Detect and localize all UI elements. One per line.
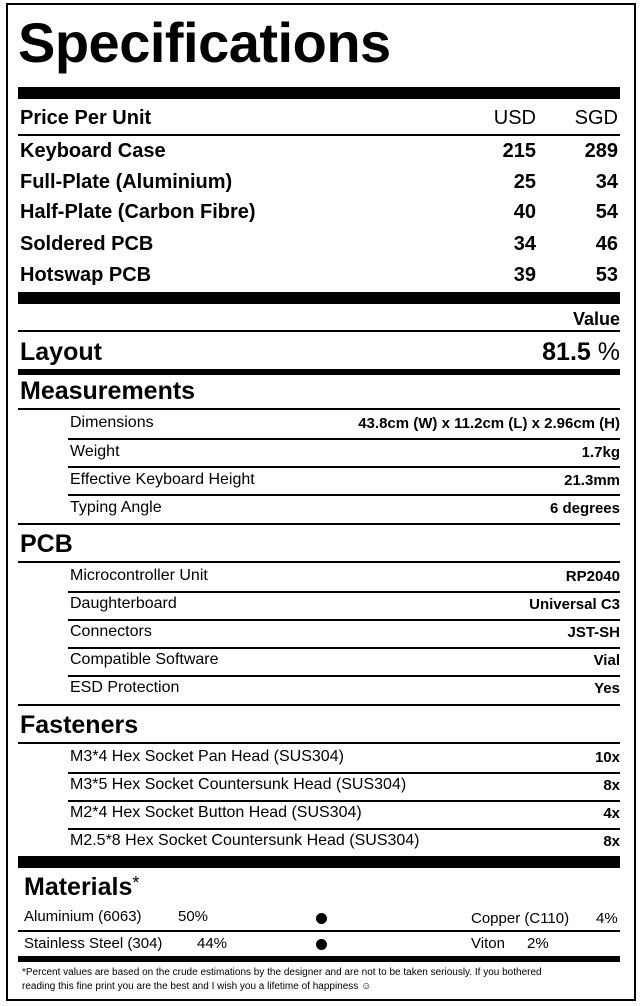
- price-label: Hotswap PCB: [20, 264, 152, 286]
- spec-label: M2.5*8 Hex Socket Countersunk Head (SUS304): [70, 832, 420, 849]
- material-percent: 50%: [178, 908, 209, 925]
- price-label: Soldered PCB: [20, 233, 154, 255]
- spec-value: 21.3mm: [564, 472, 620, 489]
- spec-row: [70, 801, 620, 827]
- spec-value: 4x: [603, 805, 620, 822]
- spec-label: Effective Keyboard Height: [70, 471, 255, 488]
- price-row: [20, 168, 620, 198]
- price-sgd: 54: [595, 201, 618, 223]
- layout-percent: 81.5: [542, 338, 591, 366]
- spec-label: Typing Angle: [70, 499, 162, 516]
- usd-header: USD: [493, 107, 536, 129]
- divider: [18, 561, 620, 563]
- divider: [18, 742, 620, 744]
- price-header: [20, 104, 620, 134]
- spec-value: 43.8cm (W) x 11.2cm (L) x 2.96cm (H): [358, 415, 620, 432]
- spec-row: [70, 592, 620, 618]
- spec-value: 1.7kg: [581, 444, 620, 461]
- divider-thick: [18, 292, 620, 304]
- divider: [18, 408, 620, 410]
- footnote-line: reading this fine print you are the best and I wish you a lifetime of happiness ☺: [22, 981, 372, 992]
- spec-row: [70, 829, 620, 855]
- price-sgd: 289: [584, 140, 618, 162]
- divider: [18, 523, 620, 525]
- divider: [18, 134, 620, 136]
- spec-row: [70, 745, 620, 771]
- spec-label: Dimensions: [70, 414, 154, 431]
- price-label: Full-Plate (Aluminium): [20, 171, 233, 193]
- divider-thick: [18, 856, 620, 868]
- spec-label: M2*4 Hex Socket Button Head (SUS304): [70, 804, 362, 821]
- material-percent: 44%: [197, 935, 228, 952]
- pcb-title: PCB: [20, 530, 73, 558]
- material-name: Viton: [471, 935, 505, 952]
- spec-row: [70, 773, 620, 799]
- footnote-line: *Percent values are based on the crude estimations by the designer and are not to be taken seriously. If you bothered: [22, 967, 542, 978]
- material-percent: 2%: [527, 935, 549, 952]
- sgd-header: SGD: [574, 107, 618, 129]
- material-percent: 4%: [596, 910, 618, 927]
- fasteners-title: Fasteners: [20, 711, 139, 739]
- bullet-dot-icon: [316, 939, 327, 950]
- measurements-title: Measurements: [20, 377, 196, 405]
- divider-thick: [18, 87, 620, 99]
- divider: [18, 704, 620, 706]
- spec-value: RP2040: [565, 568, 620, 585]
- spec-row: [70, 564, 620, 590]
- layout-label: Layout: [20, 338, 102, 366]
- price-label: Half-Plate (Carbon Fibre): [20, 201, 256, 223]
- spec-value: JST-SH: [567, 624, 620, 641]
- price-row: [20, 230, 620, 260]
- footnote: [22, 966, 622, 994]
- price-sgd: 53: [595, 264, 618, 286]
- spec-row: [70, 620, 620, 646]
- spec-label: M3*4 Hex Socket Pan Head (SUS304): [70, 748, 344, 765]
- material-name: Copper (C110): [471, 910, 570, 927]
- value-header: Value: [572, 309, 620, 329]
- price-label: Keyboard Case: [20, 140, 166, 162]
- divider-mid: [18, 369, 620, 375]
- spec-value: 8x: [603, 777, 620, 794]
- price-usd: 34: [513, 233, 536, 255]
- spec-row: [70, 676, 620, 702]
- spec-label: ESD Protection: [70, 679, 180, 696]
- spec-value: Vial: [593, 652, 620, 669]
- materials-asterisk: *: [132, 873, 140, 893]
- spec-row: [70, 648, 620, 674]
- spec-label: Connectors: [70, 623, 152, 640]
- price-sgd: 46: [595, 233, 618, 255]
- page-title: Specifications: [18, 11, 391, 74]
- spec-value: Universal C3: [529, 596, 620, 613]
- bullet-dot-icon: [316, 913, 327, 924]
- materials-title: [24, 873, 139, 902]
- price-sgd: 34: [595, 171, 618, 193]
- layout-unit: %: [597, 338, 620, 366]
- price-row: [20, 198, 620, 228]
- spec-label: Compatible Software: [70, 651, 219, 668]
- price-row: [20, 137, 620, 167]
- material-name: Aluminium (6063): [24, 908, 142, 925]
- material-name: Stainless Steel (304): [24, 935, 163, 952]
- spec-value: 8x: [603, 833, 620, 850]
- price-usd: 25: [513, 171, 536, 193]
- spec-label: Microcontroller Unit: [70, 567, 208, 584]
- spec-value: 6 degrees: [549, 500, 620, 517]
- spec-row: [70, 440, 620, 466]
- layout-value: [542, 338, 620, 367]
- price-usd: 39: [513, 264, 536, 286]
- spec-row: [70, 468, 620, 494]
- spec-label: Daughterboard: [70, 595, 177, 612]
- price-usd: 215: [502, 140, 536, 162]
- divider-mid: [18, 956, 620, 962]
- spec-value: Yes: [594, 680, 620, 697]
- price-usd: 40: [513, 201, 536, 223]
- divider: [18, 330, 620, 332]
- spec-label: Weight: [70, 443, 120, 460]
- spec-row: [70, 411, 620, 437]
- materials-title-text: Materials: [24, 873, 133, 901]
- price-header-label: Price Per Unit: [20, 107, 152, 129]
- spec-value: 10x: [594, 749, 620, 766]
- divider: [18, 930, 620, 932]
- price-row: [20, 261, 620, 291]
- spec-label: M3*5 Hex Socket Countersunk Head (SUS304): [70, 776, 407, 793]
- spec-row: [70, 496, 620, 522]
